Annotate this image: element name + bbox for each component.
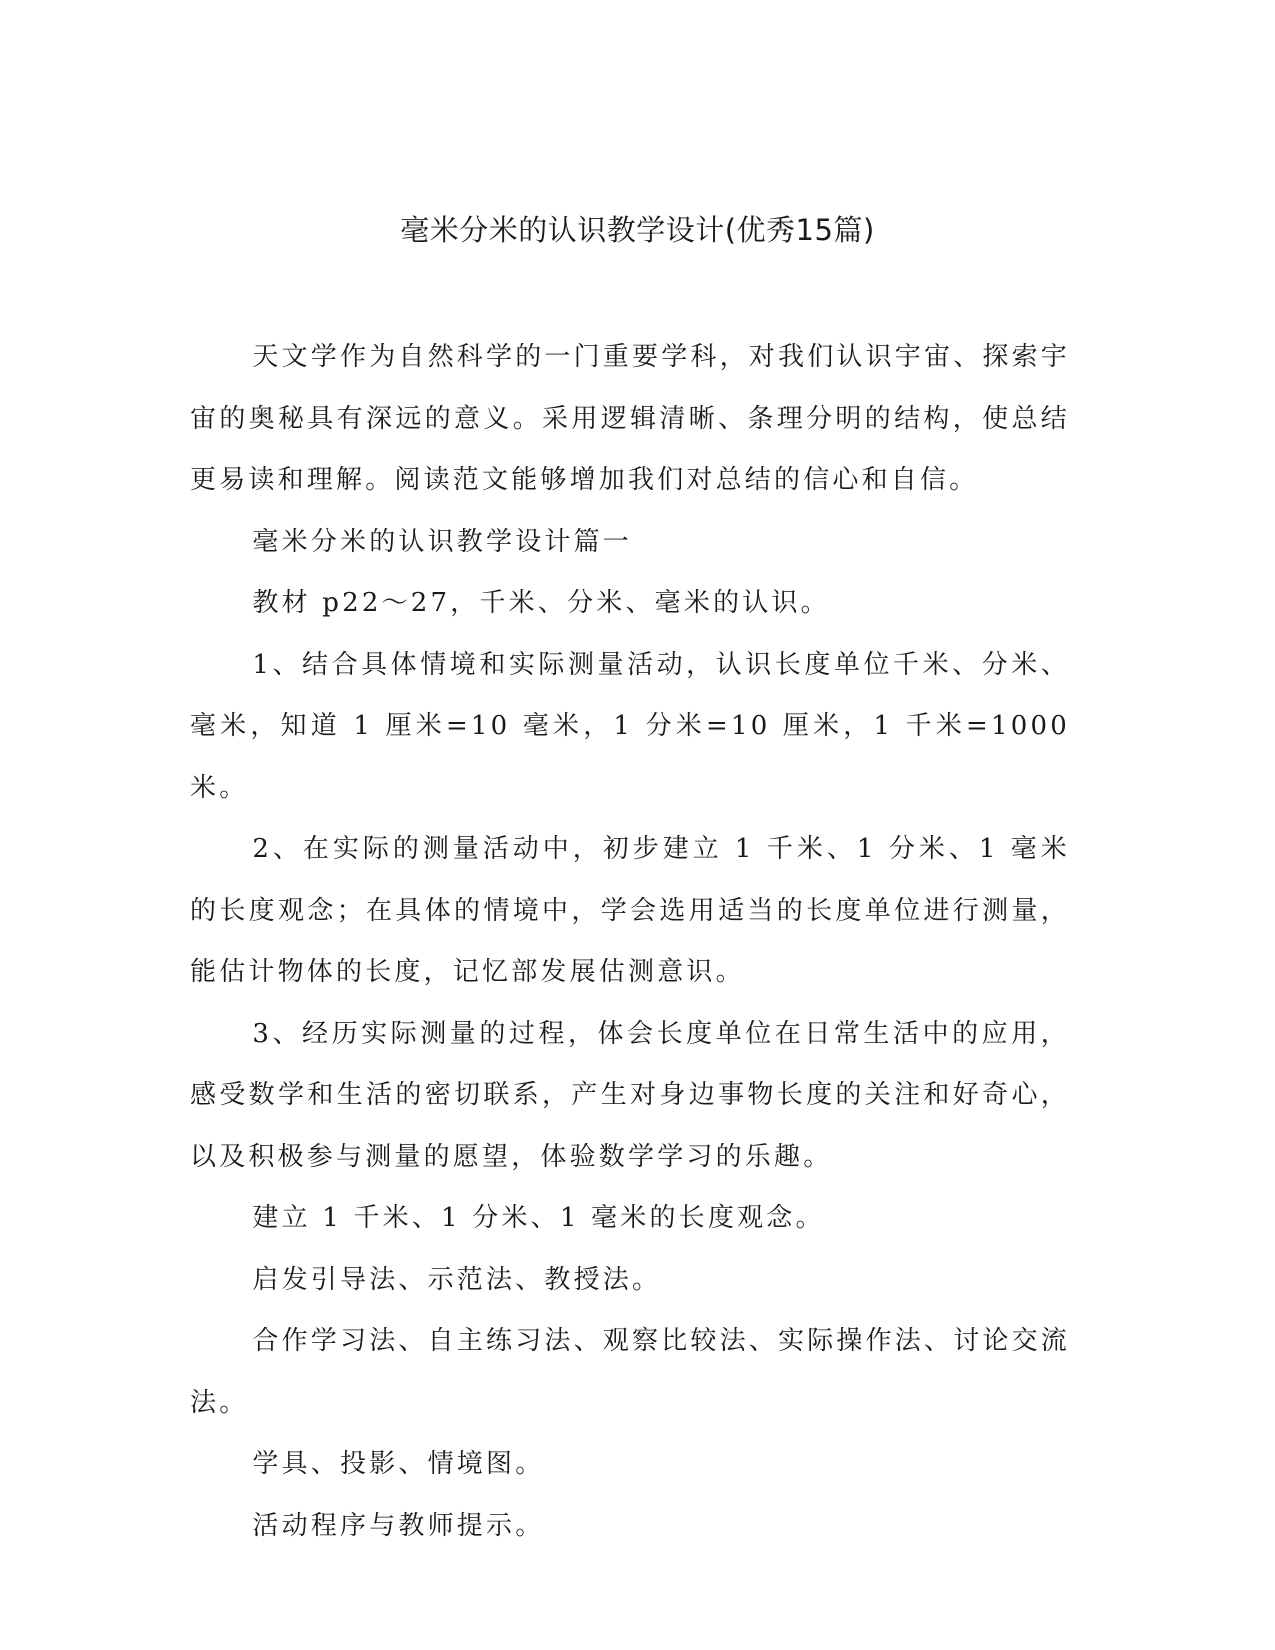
paragraph-activity: 活动程序与教师提示。	[252, 1510, 545, 1541]
paragraph-key-point: 建立 1 千米、1 分米、1 毫米的长度观念。	[252, 1203, 825, 1233]
paragraph-goal-1: 1、结合具体情境和实际测量活动，认识长度单位千米、分米、毫米，知道 1 厘米=10 毫米，1 分米=10 厘米，1 千米=1000 米。	[190, 649, 1070, 803]
paragraph-textbook: 教材 p22～27，千米、分米、毫米的认识。	[252, 588, 830, 618]
paragraph-intro: 天文学作为自然科学的一门重要学科，对我们认识宇宙、探索宇宙的奥秘具有深远的意义。采用逻辑清晰、条理分明的结构，使总结更易读和理解。阅读范文能够增加我们对总结的信心和自信。	[190, 342, 1070, 495]
paragraph-section-heading: 毫米分米的认识教学设计篇一	[252, 526, 632, 557]
document-body	[190, 327, 1070, 1557]
document-title: 毫米分米的认识教学设计(优秀15篇)	[400, 213, 875, 247]
paragraph-teaching-methods: 启发引导法、示范法、教授法。	[252, 1264, 662, 1295]
paragraph-goal-3: 3、经历实际测量的过程，体会长度单位在日常生活中的应用，感受数学和生活的密切联系，产生对身边事物长度的关注和好奇心，以及积极参与测量的愿望，体验数学学习的乐趣。	[190, 1018, 1070, 1172]
paragraph-goal-2: 2、在实际的测量活动中，初步建立 1 千米、1 分米、1 毫米的长度观念；在具体的情境中，学会选用适当的长度单位进行测量，能估计物体的长度，记忆部发展估测意识。	[190, 834, 1070, 987]
paragraph-materials: 学具、投影、情境图。	[252, 1449, 545, 1479]
paragraph-learning-methods: 合作学习法、自主练习法、观察比较法、实际操作法、讨论交流法。	[190, 1326, 1070, 1418]
